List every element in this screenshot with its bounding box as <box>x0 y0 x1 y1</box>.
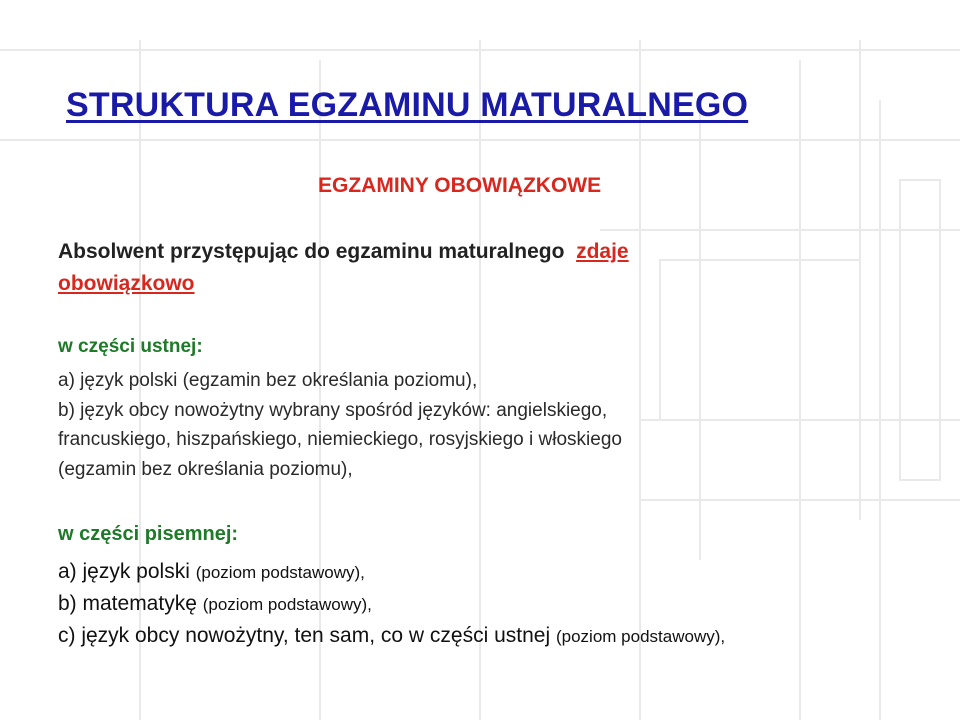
written-item-b <box>58 588 953 620</box>
written-section-list <box>58 556 953 652</box>
written-item-a-main: a) język polski <box>58 560 190 583</box>
written-item-c-note: (poziom podstawowy), <box>555 627 726 646</box>
page-title: STRUKTURA EGZAMINU MATURALNEGO <box>66 86 749 124</box>
oral-item-b-continued: francuskiego, hiszpańskiego, niemieckiego, rosyjskiego i włoskiego <box>58 429 622 450</box>
oral-item-b-note: (egzamin bez określania poziomu), <box>58 458 353 480</box>
intro-paragraph <box>58 236 838 300</box>
intro-highlight-zdaje: zdaje <box>576 240 629 263</box>
written-item-a <box>58 556 953 588</box>
oral-item-a: a) język polski (egzamin bez określania poziomu), <box>58 370 478 391</box>
written-item-c <box>58 620 953 652</box>
oral-item-b: b) język obcy nowożytny wybrany spośród języków: angielskiego, <box>58 399 608 421</box>
written-item-a-note: (poziom podstawowy), <box>195 563 365 582</box>
intro-highlight-obowiazkowo: obowiązkowo <box>58 272 195 295</box>
oral-section-heading: w części ustnej: <box>58 336 203 357</box>
written-item-b-note: (poziom podstawowy), <box>202 595 372 614</box>
oral-section-list <box>58 366 898 484</box>
written-section-heading: w części pisemnej: <box>58 523 239 545</box>
written-item-c-main: c) język obcy nowożytny, ten sam, co w części ustnej <box>58 624 551 647</box>
intro-text: Absolwent przystępując do egzaminu maturalnego <box>58 240 565 263</box>
written-item-b-main: b) matematykę <box>58 592 197 615</box>
section-subtitle: EGZAMINY OBOWIĄZKOWE <box>318 174 602 197</box>
